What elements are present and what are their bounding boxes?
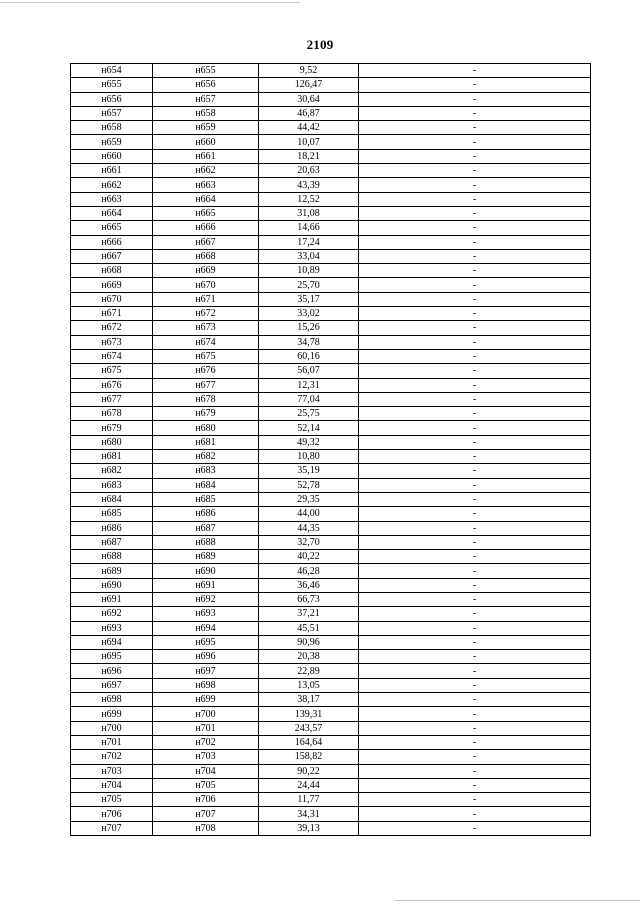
end-point-cell: н697 xyxy=(153,664,259,678)
note-cell: - xyxy=(359,650,591,664)
start-point-cell: н668 xyxy=(71,264,153,278)
start-point-cell: н666 xyxy=(71,235,153,249)
note-cell: - xyxy=(359,821,591,835)
table-row xyxy=(71,378,591,392)
table-row xyxy=(71,678,591,692)
note-cell: - xyxy=(359,507,591,521)
end-point-cell: н660 xyxy=(153,135,259,149)
distance-cell: 37,21 xyxy=(259,607,359,621)
end-point-cell: н703 xyxy=(153,750,259,764)
end-point-cell: н655 xyxy=(153,64,259,78)
start-point-cell: н702 xyxy=(71,750,153,764)
scan-edge-line-top xyxy=(0,2,300,3)
table-row xyxy=(71,135,591,149)
end-point-cell: н704 xyxy=(153,764,259,778)
start-point-cell: н699 xyxy=(71,707,153,721)
start-point-cell: н661 xyxy=(71,164,153,178)
segment-table-body xyxy=(71,64,591,836)
end-point-cell: н658 xyxy=(153,106,259,120)
end-point-cell: н665 xyxy=(153,206,259,220)
start-point-cell: н690 xyxy=(71,578,153,592)
end-point-cell: н696 xyxy=(153,650,259,664)
end-point-cell: н666 xyxy=(153,221,259,235)
table-row xyxy=(71,221,591,235)
distance-cell: 10,80 xyxy=(259,450,359,464)
start-point-cell: н669 xyxy=(71,278,153,292)
end-point-cell: н659 xyxy=(153,121,259,135)
distance-cell: 66,73 xyxy=(259,592,359,606)
note-cell: - xyxy=(359,592,591,606)
note-cell: - xyxy=(359,321,591,335)
distance-cell: 15,26 xyxy=(259,321,359,335)
end-point-cell: н694 xyxy=(153,621,259,635)
start-point-cell: н659 xyxy=(71,135,153,149)
table-row xyxy=(71,435,591,449)
distance-cell: 13,05 xyxy=(259,678,359,692)
note-cell: - xyxy=(359,407,591,421)
note-cell: - xyxy=(359,793,591,807)
note-cell: - xyxy=(359,92,591,106)
end-point-cell: н674 xyxy=(153,335,259,349)
end-point-cell: н691 xyxy=(153,578,259,592)
distance-cell: 35,17 xyxy=(259,292,359,306)
start-point-cell: н673 xyxy=(71,335,153,349)
start-point-cell: н693 xyxy=(71,621,153,635)
end-point-cell: н700 xyxy=(153,707,259,721)
table-row xyxy=(71,635,591,649)
end-point-cell: н683 xyxy=(153,464,259,478)
distance-cell: 25,75 xyxy=(259,407,359,421)
start-point-cell: н687 xyxy=(71,535,153,549)
distance-cell: 56,07 xyxy=(259,364,359,378)
note-cell: - xyxy=(359,278,591,292)
end-point-cell: н675 xyxy=(153,349,259,363)
start-point-cell: н679 xyxy=(71,421,153,435)
table-row xyxy=(71,592,591,606)
note-cell: - xyxy=(359,292,591,306)
distance-cell: 32,70 xyxy=(259,535,359,549)
end-point-cell: н708 xyxy=(153,821,259,835)
distance-cell: 25,70 xyxy=(259,278,359,292)
start-point-cell: н691 xyxy=(71,592,153,606)
start-point-cell: н694 xyxy=(71,635,153,649)
end-point-cell: н657 xyxy=(153,92,259,106)
note-cell: - xyxy=(359,607,591,621)
end-point-cell: н678 xyxy=(153,392,259,406)
start-point-cell: н703 xyxy=(71,764,153,778)
distance-cell: 20,38 xyxy=(259,650,359,664)
start-point-cell: н681 xyxy=(71,450,153,464)
end-point-cell: н701 xyxy=(153,721,259,735)
note-cell: - xyxy=(359,178,591,192)
end-point-cell: н662 xyxy=(153,164,259,178)
note-cell: - xyxy=(359,435,591,449)
end-point-cell: н688 xyxy=(153,535,259,549)
distance-cell: 46,87 xyxy=(259,106,359,120)
note-cell: - xyxy=(359,349,591,363)
end-point-cell: н706 xyxy=(153,793,259,807)
end-point-cell: н690 xyxy=(153,564,259,578)
note-cell: - xyxy=(359,264,591,278)
note-cell: - xyxy=(359,378,591,392)
table-row xyxy=(71,206,591,220)
note-cell: - xyxy=(359,206,591,220)
end-point-cell: н680 xyxy=(153,421,259,435)
end-point-cell: н671 xyxy=(153,292,259,306)
start-point-cell: н658 xyxy=(71,121,153,135)
note-cell: - xyxy=(359,364,591,378)
note-cell: - xyxy=(359,764,591,778)
note-cell: - xyxy=(359,192,591,206)
start-point-cell: н670 xyxy=(71,292,153,306)
distance-cell: 243,57 xyxy=(259,721,359,735)
note-cell: - xyxy=(359,535,591,549)
start-point-cell: н680 xyxy=(71,435,153,449)
start-point-cell: н655 xyxy=(71,78,153,92)
start-point-cell: н706 xyxy=(71,807,153,821)
start-point-cell: н698 xyxy=(71,693,153,707)
note-cell: - xyxy=(359,450,591,464)
distance-cell: 30,64 xyxy=(259,92,359,106)
note-cell: - xyxy=(359,521,591,535)
start-point-cell: н697 xyxy=(71,678,153,692)
start-point-cell: н689 xyxy=(71,564,153,578)
distance-cell: 90,96 xyxy=(259,635,359,649)
note-cell: - xyxy=(359,421,591,435)
table-row xyxy=(71,292,591,306)
table-row xyxy=(71,78,591,92)
end-point-cell: н670 xyxy=(153,278,259,292)
table-row xyxy=(71,578,591,592)
start-point-cell: н695 xyxy=(71,650,153,664)
table-row xyxy=(71,106,591,120)
table-row xyxy=(71,778,591,792)
distance-cell: 12,31 xyxy=(259,378,359,392)
note-cell: - xyxy=(359,149,591,163)
start-point-cell: н660 xyxy=(71,149,153,163)
distance-cell: 14,66 xyxy=(259,221,359,235)
end-point-cell: н676 xyxy=(153,364,259,378)
table-row xyxy=(71,535,591,549)
end-point-cell: н656 xyxy=(153,78,259,92)
note-cell: - xyxy=(359,464,591,478)
distance-cell: 46,28 xyxy=(259,564,359,578)
start-point-cell: н686 xyxy=(71,521,153,535)
end-point-cell: н682 xyxy=(153,450,259,464)
table-row xyxy=(71,264,591,278)
start-point-cell: н662 xyxy=(71,178,153,192)
note-cell: - xyxy=(359,550,591,564)
start-point-cell: н676 xyxy=(71,378,153,392)
start-point-cell: н685 xyxy=(71,507,153,521)
table-row xyxy=(71,392,591,406)
end-point-cell: н707 xyxy=(153,807,259,821)
start-point-cell: н683 xyxy=(71,478,153,492)
table-row xyxy=(71,807,591,821)
start-point-cell: н704 xyxy=(71,778,153,792)
table-row xyxy=(71,192,591,206)
table-row xyxy=(71,564,591,578)
table-row xyxy=(71,621,591,635)
distance-cell: 10,07 xyxy=(259,135,359,149)
distance-cell: 126,47 xyxy=(259,78,359,92)
distance-cell: 18,21 xyxy=(259,149,359,163)
end-point-cell: н668 xyxy=(153,249,259,263)
table-row xyxy=(71,478,591,492)
distance-cell: 20,63 xyxy=(259,164,359,178)
distance-cell: 33,02 xyxy=(259,307,359,321)
distance-cell: 35,19 xyxy=(259,464,359,478)
distance-cell: 52,78 xyxy=(259,478,359,492)
distance-cell: 12,52 xyxy=(259,192,359,206)
table-row xyxy=(71,650,591,664)
end-point-cell: н705 xyxy=(153,778,259,792)
table-row xyxy=(71,735,591,749)
distance-cell: 10,89 xyxy=(259,264,359,278)
distance-cell: 45,51 xyxy=(259,621,359,635)
table-row xyxy=(71,164,591,178)
table-row xyxy=(71,521,591,535)
table-row xyxy=(71,249,591,263)
distance-cell: 22,89 xyxy=(259,664,359,678)
distance-cell: 44,35 xyxy=(259,521,359,535)
table-row xyxy=(71,178,591,192)
note-cell: - xyxy=(359,621,591,635)
start-point-cell: н665 xyxy=(71,221,153,235)
distance-cell: 29,35 xyxy=(259,492,359,506)
note-cell: - xyxy=(359,778,591,792)
start-point-cell: н674 xyxy=(71,349,153,363)
distance-cell: 36,46 xyxy=(259,578,359,592)
note-cell: - xyxy=(359,106,591,120)
table-row xyxy=(71,407,591,421)
note-cell: - xyxy=(359,164,591,178)
end-point-cell: н669 xyxy=(153,264,259,278)
table-row xyxy=(71,335,591,349)
end-point-cell: н686 xyxy=(153,507,259,521)
distance-cell: 24,44 xyxy=(259,778,359,792)
note-cell: - xyxy=(359,678,591,692)
note-cell: - xyxy=(359,135,591,149)
note-cell: - xyxy=(359,721,591,735)
distance-cell: 158,82 xyxy=(259,750,359,764)
start-point-cell: н677 xyxy=(71,392,153,406)
note-cell: - xyxy=(359,564,591,578)
table-row xyxy=(71,821,591,835)
note-cell: - xyxy=(359,249,591,263)
distance-cell: 40,22 xyxy=(259,550,359,564)
start-point-cell: н667 xyxy=(71,249,153,263)
end-point-cell: н663 xyxy=(153,178,259,192)
table-row xyxy=(71,450,591,464)
table-row xyxy=(71,693,591,707)
end-point-cell: н699 xyxy=(153,693,259,707)
start-point-cell: н671 xyxy=(71,307,153,321)
start-point-cell: н672 xyxy=(71,321,153,335)
end-point-cell: н679 xyxy=(153,407,259,421)
distance-cell: 39,13 xyxy=(259,821,359,835)
start-point-cell: н675 xyxy=(71,364,153,378)
start-point-cell: н705 xyxy=(71,793,153,807)
table-row xyxy=(71,507,591,521)
table-row xyxy=(71,364,591,378)
distance-cell: 90,22 xyxy=(259,764,359,778)
distance-cell: 9,52 xyxy=(259,64,359,78)
note-cell: - xyxy=(359,392,591,406)
end-point-cell: н673 xyxy=(153,321,259,335)
distance-cell: 52,14 xyxy=(259,421,359,435)
distance-cell: 33,04 xyxy=(259,249,359,263)
distance-cell: 164,64 xyxy=(259,735,359,749)
distance-cell: 34,31 xyxy=(259,807,359,821)
note-cell: - xyxy=(359,221,591,235)
distance-cell: 11,77 xyxy=(259,793,359,807)
table-row xyxy=(71,707,591,721)
start-point-cell: н700 xyxy=(71,721,153,735)
table-row xyxy=(71,664,591,678)
start-point-cell: н657 xyxy=(71,106,153,120)
note-cell: - xyxy=(359,693,591,707)
start-point-cell: н684 xyxy=(71,492,153,506)
end-point-cell: н681 xyxy=(153,435,259,449)
table-row xyxy=(71,307,591,321)
note-cell: - xyxy=(359,64,591,78)
note-cell: - xyxy=(359,492,591,506)
start-point-cell: н654 xyxy=(71,64,153,78)
table-row xyxy=(71,321,591,335)
distance-cell: 139,31 xyxy=(259,707,359,721)
note-cell: - xyxy=(359,707,591,721)
table-row xyxy=(71,121,591,135)
distance-cell: 31,08 xyxy=(259,206,359,220)
start-point-cell: н692 xyxy=(71,607,153,621)
distance-cell: 49,32 xyxy=(259,435,359,449)
table-row xyxy=(71,750,591,764)
table-row xyxy=(71,421,591,435)
start-point-cell: н696 xyxy=(71,664,153,678)
segment-table xyxy=(70,63,591,836)
end-point-cell: н692 xyxy=(153,592,259,606)
end-point-cell: н661 xyxy=(153,149,259,163)
table-row xyxy=(71,278,591,292)
table-row xyxy=(71,464,591,478)
distance-cell: 34,78 xyxy=(259,335,359,349)
distance-cell: 43,39 xyxy=(259,178,359,192)
table-row xyxy=(71,607,591,621)
distance-cell: 17,24 xyxy=(259,235,359,249)
end-point-cell: н685 xyxy=(153,492,259,506)
note-cell: - xyxy=(359,235,591,249)
note-cell: - xyxy=(359,78,591,92)
end-point-cell: н689 xyxy=(153,550,259,564)
end-point-cell: н684 xyxy=(153,478,259,492)
distance-cell: 60,16 xyxy=(259,349,359,363)
note-cell: - xyxy=(359,478,591,492)
end-point-cell: н687 xyxy=(153,521,259,535)
end-point-cell: н698 xyxy=(153,678,259,692)
table-row xyxy=(71,92,591,106)
note-cell: - xyxy=(359,664,591,678)
table-row xyxy=(71,793,591,807)
distance-cell: 38,17 xyxy=(259,693,359,707)
start-point-cell: н656 xyxy=(71,92,153,106)
note-cell: - xyxy=(359,578,591,592)
start-point-cell: н701 xyxy=(71,735,153,749)
table-row xyxy=(71,349,591,363)
start-point-cell: н663 xyxy=(71,192,153,206)
table-row xyxy=(71,64,591,78)
table-row xyxy=(71,492,591,506)
end-point-cell: н672 xyxy=(153,307,259,321)
distance-cell: 44,00 xyxy=(259,507,359,521)
table-row xyxy=(71,550,591,564)
note-cell: - xyxy=(359,735,591,749)
end-point-cell: н702 xyxy=(153,735,259,749)
end-point-cell: н693 xyxy=(153,607,259,621)
start-point-cell: н707 xyxy=(71,821,153,835)
note-cell: - xyxy=(359,807,591,821)
note-cell: - xyxy=(359,307,591,321)
table-row xyxy=(71,764,591,778)
page-number: 2109 xyxy=(306,37,334,52)
start-point-cell: н682 xyxy=(71,464,153,478)
end-point-cell: н677 xyxy=(153,378,259,392)
distance-cell: 44,42 xyxy=(259,121,359,135)
scan-edge-line-bottom xyxy=(395,900,640,901)
table-row xyxy=(71,149,591,163)
end-point-cell: н667 xyxy=(153,235,259,249)
table-row xyxy=(71,721,591,735)
table-row xyxy=(71,235,591,249)
start-point-cell: н664 xyxy=(71,206,153,220)
end-point-cell: н664 xyxy=(153,192,259,206)
end-point-cell: н695 xyxy=(153,635,259,649)
start-point-cell: н678 xyxy=(71,407,153,421)
start-point-cell: н688 xyxy=(71,550,153,564)
distance-cell: 77,04 xyxy=(259,392,359,406)
note-cell: - xyxy=(359,121,591,135)
note-cell: - xyxy=(359,750,591,764)
note-cell: - xyxy=(359,335,591,349)
note-cell: - xyxy=(359,635,591,649)
